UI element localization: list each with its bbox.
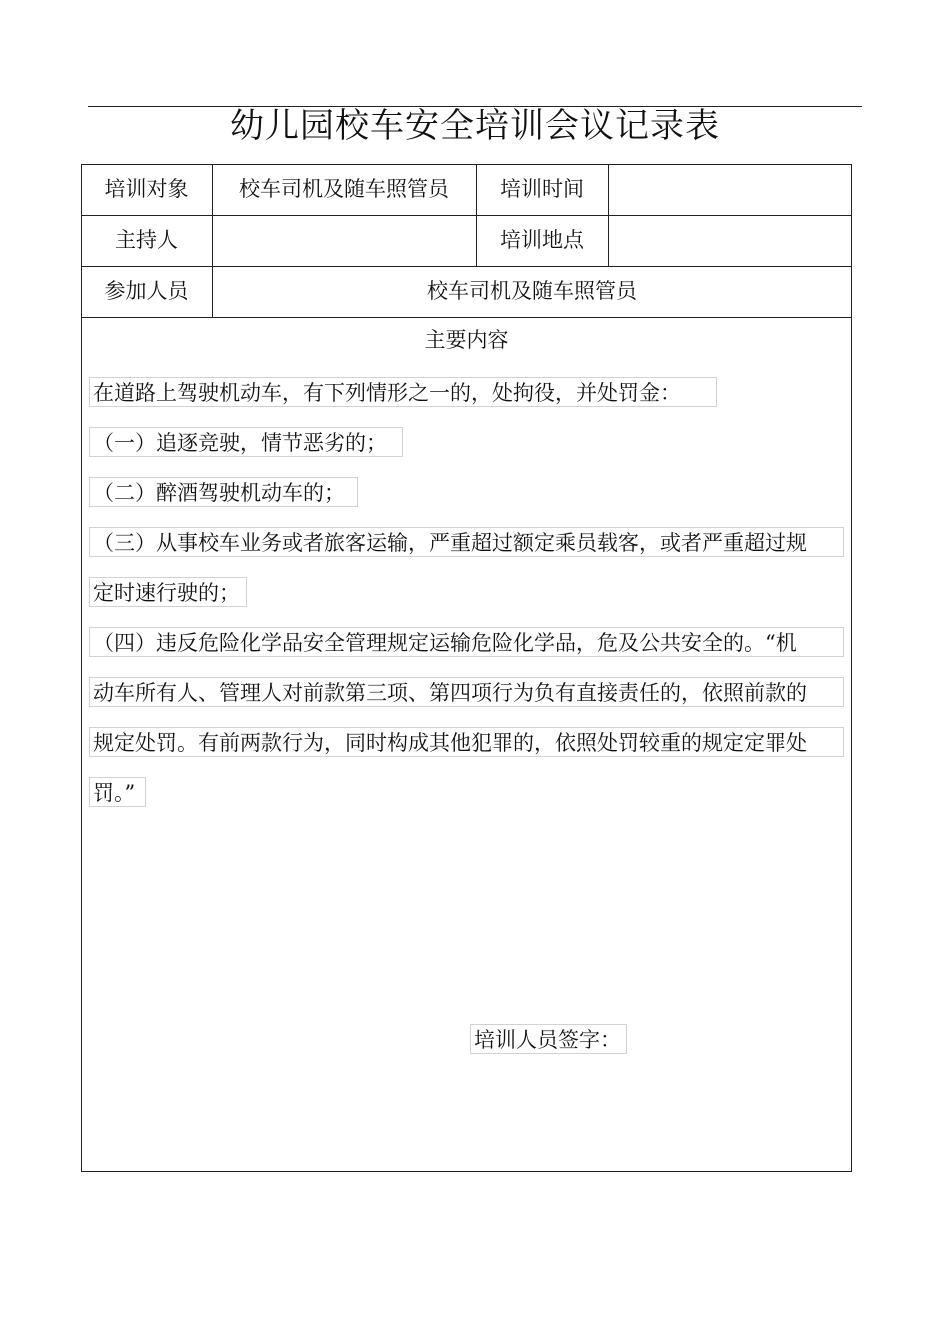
content-line: （三）从事校车业务或者旅客运输，严重超过额定乘员载客，或者严重超过规 — [89, 527, 844, 557]
content-line: 定时速行驶的； — [89, 577, 247, 607]
row-divider-3 — [81, 317, 852, 318]
content-line: 在道路上驾驶机动车，有下列情形之一的，处拘役，并处罚金： — [89, 377, 717, 407]
main-content-heading: 主要内容 — [424, 328, 509, 352]
trainee-label: 培训对象 — [104, 177, 189, 201]
content-line: （四）违反危险化学品安全管理规定运输危险化学品，危及公共安全的。“机 — [89, 627, 844, 657]
host-value — [212, 215, 476, 265]
content-line: （一）追逐竞驶，情节恶劣的； — [89, 427, 403, 457]
content-line: （二）醉酒驾驶机动车的； — [89, 477, 358, 507]
training-time-value — [608, 164, 852, 214]
trainer-signature-label: 培训人员签字： — [470, 1024, 627, 1054]
trainee-value: 校车司机及随车照管员 — [239, 177, 449, 201]
training-time-label: 培训时间 — [500, 177, 584, 201]
participants-value: 校车司机及随车照管员 — [427, 279, 637, 303]
content-line: 罚。” — [89, 777, 146, 807]
participants-label: 参加人员 — [104, 279, 189, 303]
content-line: 动车所有人、管理人对前款第三项、第四项行为负有直接责任的，依照前款的 — [89, 677, 844, 707]
training-location-label: 培训地点 — [500, 228, 584, 252]
host-label: 主持人 — [115, 228, 178, 252]
training-location-value — [608, 215, 852, 265]
content-line: 规定处罚。有前两款行为，同时构成其他犯罪的，依照处罚较重的规定定罪处 — [89, 727, 844, 757]
document-title: 幼儿园校车安全培训会议记录表 — [230, 106, 720, 146]
